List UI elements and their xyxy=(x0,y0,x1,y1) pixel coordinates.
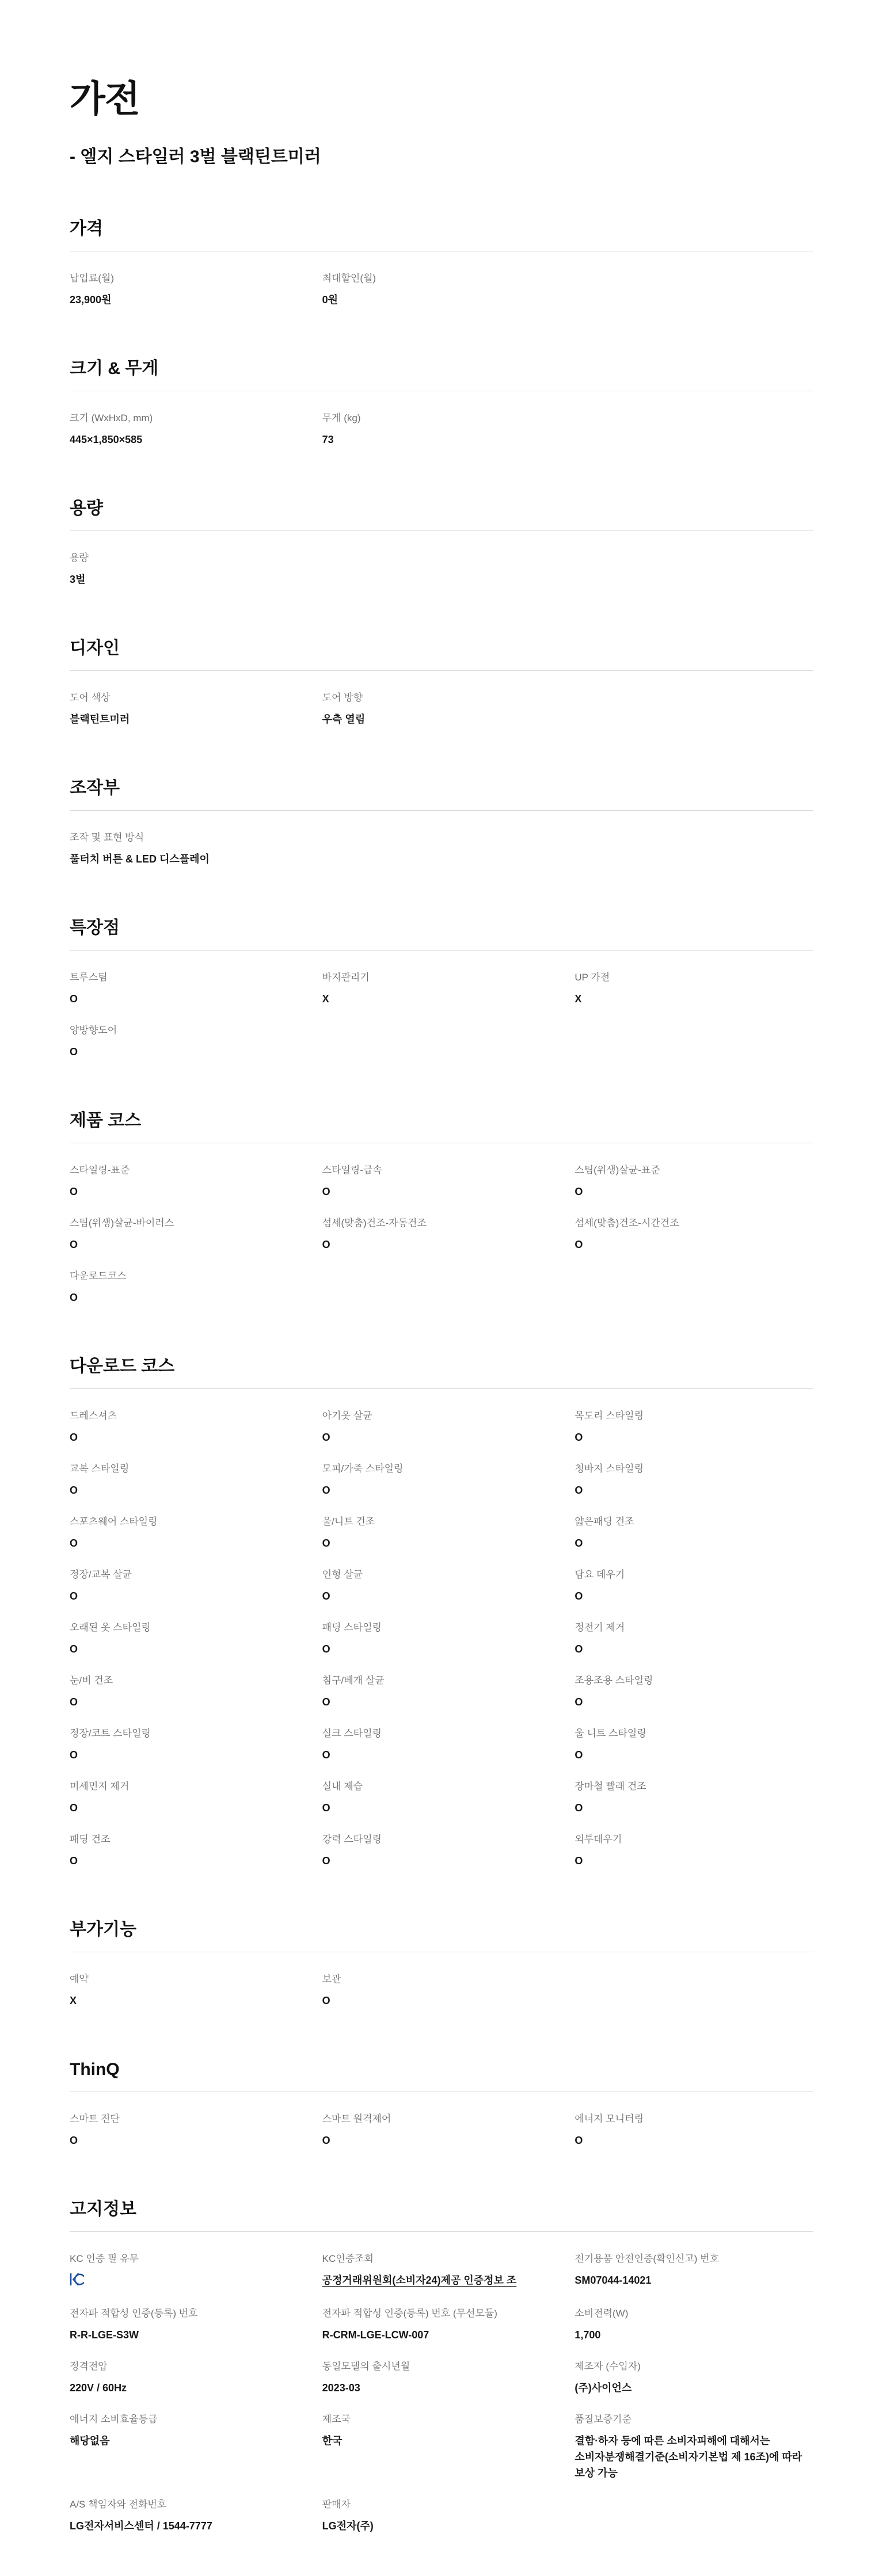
spec-value: 1,700 xyxy=(575,2329,601,2341)
spec-value: O xyxy=(575,1696,583,1708)
section-title-download-courses: 다운로드 코스 xyxy=(70,1356,175,1376)
spec-label: 동일모델의 출시년월 xyxy=(322,2360,410,2372)
spec-label: 강력 스타일링 xyxy=(322,1833,382,1845)
spec-label: 양방향도어 xyxy=(70,1024,117,1036)
spec-grid-features xyxy=(70,971,813,1060)
section-divider xyxy=(70,2231,813,2232)
spec-label: 전자파 적합성 인증(등록) 번호 xyxy=(70,2307,198,2319)
spec-label: 전자파 적합성 인증(등록) 번호 (무선모듈) xyxy=(322,2307,497,2319)
spec-label: 스타일링-급속 xyxy=(322,1164,382,1176)
section-title-product-courses: 제품 코스 xyxy=(70,1110,142,1130)
spec-item xyxy=(70,1216,309,1253)
spec-label: 정장/코트 스타일링 xyxy=(70,1727,151,1739)
spec-value: 0원 xyxy=(322,293,338,306)
spec-value: O xyxy=(322,1994,330,2006)
spec-item xyxy=(575,1515,813,1551)
spec-value: O xyxy=(575,1854,583,1867)
spec-label: 판매자 xyxy=(322,2498,351,2510)
spec-label: 조작 및 표현 방식 xyxy=(70,831,144,843)
spec-item xyxy=(322,1216,561,1253)
spec-label: A/S 책임자와 전화번호 xyxy=(70,2498,167,2510)
spec-item xyxy=(575,1674,813,1710)
kc-certification-icon xyxy=(70,2272,309,2290)
spec-item xyxy=(70,1780,309,1816)
spec-label: 스팀(위생)살균-바이러스 xyxy=(70,1217,174,1228)
spec-item xyxy=(322,1621,561,1657)
spec-item xyxy=(322,2112,561,2148)
spec-label: 인형 살균 xyxy=(322,1569,363,1580)
spec-value: LG전자(주) xyxy=(322,2520,374,2532)
spec-label: 울 니트 스타일링 xyxy=(575,1727,646,1739)
spec-label: 소비전력(W) xyxy=(575,2307,629,2319)
spec-value: O xyxy=(70,1749,78,1761)
spec-grid-price xyxy=(70,272,813,308)
spec-value: O xyxy=(70,993,78,1005)
spec-item xyxy=(575,2413,813,2481)
section-extra-functions xyxy=(70,1919,813,2009)
spec-value: O xyxy=(575,1537,583,1549)
spec-label: 다운로드코스 xyxy=(70,1270,127,1281)
spec-label: 도어 방향 xyxy=(322,692,363,703)
spec-item xyxy=(575,2112,813,2148)
section-title-size-weight: 크기 & 무게 xyxy=(70,358,159,378)
spec-label: 제조국 xyxy=(322,2413,351,2425)
spec-item xyxy=(575,2307,813,2343)
spec-grid-product-courses xyxy=(70,1163,813,1306)
section-size-weight xyxy=(70,358,813,448)
spec-item xyxy=(70,691,309,727)
spec-label: 미세먼지 제거 xyxy=(70,1780,130,1792)
spec-item xyxy=(322,1833,561,1869)
spec-value: O xyxy=(70,1431,78,1443)
spec-value: O xyxy=(70,1484,78,1496)
section-thinq xyxy=(70,2059,813,2148)
spec-value: O xyxy=(70,1185,78,1197)
spec-item xyxy=(70,1515,309,1551)
spec-value: O xyxy=(322,1484,330,1496)
spec-item xyxy=(70,1972,309,2009)
spec-grid-thinq xyxy=(70,2112,813,2148)
spec-label: 정장/교복 살균 xyxy=(70,1569,132,1580)
spec-item xyxy=(70,272,309,308)
spec-item xyxy=(575,1409,813,1445)
spec-item xyxy=(322,691,561,727)
spec-value: O xyxy=(575,1802,583,1814)
section-title-notice: 고지정보 xyxy=(70,2199,136,2219)
spec-item xyxy=(70,2252,309,2290)
section-divider xyxy=(70,950,813,951)
spec-value: 블랙틴트미러 xyxy=(70,713,130,725)
spec-item xyxy=(322,1972,561,2009)
spec-label: 에너지 모니터링 xyxy=(575,2113,644,2124)
spec-item xyxy=(70,1621,309,1657)
spec-value: O xyxy=(322,1749,330,1761)
spec-item xyxy=(322,971,561,1007)
spec-item xyxy=(575,1216,813,1253)
spec-item xyxy=(322,2307,561,2343)
spec-label: 최대할인(월) xyxy=(322,272,376,284)
spec-item xyxy=(575,1833,813,1869)
spec-value: 445×1,850×585 xyxy=(70,433,143,445)
section-title-controls: 조작부 xyxy=(70,778,120,797)
section-design xyxy=(70,638,813,727)
spec-label: 아기옷 살균 xyxy=(322,1410,372,1421)
spec-label: 트루스팀 xyxy=(70,971,108,983)
section-controls xyxy=(70,778,813,867)
spec-item xyxy=(575,1163,813,1200)
section-features xyxy=(70,918,813,1060)
spec-label: 오래된 옷 스타일링 xyxy=(70,1621,151,1633)
spec-item xyxy=(322,411,561,448)
spec-value: O xyxy=(70,1696,78,1708)
spec-label: 스마트 원격제어 xyxy=(322,2113,391,2124)
spec-label: 스마트 진단 xyxy=(70,2113,120,2124)
spec-item xyxy=(575,1780,813,1816)
spec-item xyxy=(70,971,309,1007)
section-product-courses xyxy=(70,1110,813,1306)
spec-label: 실크 스타일링 xyxy=(322,1727,382,1739)
spec-label: 정격전압 xyxy=(70,2360,108,2372)
spec-item xyxy=(70,411,309,448)
spec-label: 울/니트 건조 xyxy=(322,1516,375,1527)
spec-value: O xyxy=(322,1854,330,1867)
spec-value: O xyxy=(322,1537,330,1549)
spec-value: O xyxy=(575,1484,583,1496)
spec-value: SM07044-14021 xyxy=(575,2274,652,2286)
spec-item xyxy=(70,1269,309,1306)
spec-item xyxy=(575,1568,813,1604)
spec-value: O xyxy=(322,1185,330,1197)
spec-value: O xyxy=(70,1238,78,1250)
spec-value: O xyxy=(575,1185,583,1197)
spec-value: 73 xyxy=(322,433,334,445)
spec-item xyxy=(322,272,561,308)
spec-label: 용량 xyxy=(70,552,89,563)
section-title-thinq: ThinQ xyxy=(70,2059,120,2079)
spec-label: 교복 스타일링 xyxy=(70,1463,130,1474)
spec-item xyxy=(322,1568,561,1604)
spec-label: 스팀(위생)살균-표준 xyxy=(575,1164,660,1176)
spec-value: O xyxy=(575,1590,583,1602)
spec-value: O xyxy=(575,1643,583,1655)
section-title-capacity: 용량 xyxy=(70,498,103,518)
spec-item xyxy=(70,551,309,587)
spec-value: O xyxy=(322,1696,330,1708)
spec-item xyxy=(322,1409,561,1445)
spec-label: 전기용품 안전인증(확인신고) 번호 xyxy=(575,2253,720,2264)
spec-label: 조용조용 스타일링 xyxy=(575,1674,653,1686)
spec-value: (주)사이언스 xyxy=(575,2382,632,2394)
spec-label: 에너지 소비효율등급 xyxy=(70,2413,158,2425)
spec-value: LG전자서비스센터 / 1544-7777 xyxy=(70,2520,212,2532)
section-title-features: 특장점 xyxy=(70,918,120,937)
spec-value: O xyxy=(575,1238,583,1250)
spec-value: O xyxy=(70,1291,78,1303)
spec-grid-capacity xyxy=(70,551,813,587)
spec-value: X xyxy=(575,993,582,1005)
spec-item xyxy=(70,831,309,867)
spec-label: 크기 (WxHxD, mm) xyxy=(70,412,153,423)
spec-value: 우측 열림 xyxy=(322,713,366,725)
spec-label: 청바지 스타일링 xyxy=(575,1463,644,1474)
spec-item xyxy=(575,971,813,1007)
spec-item xyxy=(322,1727,561,1763)
spec-label: 예약 xyxy=(70,1973,89,1985)
spec-label: 패딩 건조 xyxy=(70,1833,111,1845)
spec-label: 담요 데우기 xyxy=(575,1569,625,1580)
spec-value: O xyxy=(322,1431,330,1443)
spec-label: KC 인증 필 유무 xyxy=(70,2253,139,2264)
spec-item xyxy=(70,2112,309,2148)
spec-item xyxy=(322,1163,561,1200)
spec-value: 23,900원 xyxy=(70,293,112,306)
spec-value: O xyxy=(322,1238,330,1250)
section-title-extra-functions: 부가기능 xyxy=(70,1919,136,1939)
spec-label: 납입료(월) xyxy=(70,272,115,284)
spec-item xyxy=(575,1727,813,1763)
spec-grid-controls xyxy=(70,831,813,867)
spec-item xyxy=(322,2498,561,2534)
spec-grid-download-courses xyxy=(70,1409,813,1869)
spec-value: 한국 xyxy=(322,2434,343,2447)
spec-grid-size-weight xyxy=(70,411,813,448)
spec-item xyxy=(322,1780,561,1816)
spec-label: 품질보증기준 xyxy=(575,2413,631,2425)
spec-value: O xyxy=(70,1854,78,1867)
spec-value: 해당없음 xyxy=(70,2434,110,2447)
spec-label: 실내 제습 xyxy=(322,1780,363,1792)
spec-label: 눈/비 건조 xyxy=(70,1674,113,1686)
spec-value: O xyxy=(70,1643,78,1655)
spec-item xyxy=(322,2360,561,2396)
spec-value: O xyxy=(70,2134,78,2146)
spec-value: O xyxy=(70,1537,78,1549)
spec-value: O xyxy=(70,1590,78,1602)
spec-item xyxy=(322,2252,561,2290)
spec-grid-extra-functions xyxy=(70,1972,813,2009)
spec-item xyxy=(70,1674,309,1710)
spec-item xyxy=(70,2413,309,2481)
section-divider xyxy=(70,670,813,671)
spec-label: 스타일링-표준 xyxy=(70,1164,130,1176)
spec-item xyxy=(70,1163,309,1200)
spec-label: 도어 색상 xyxy=(70,692,111,703)
spec-value: O xyxy=(70,1802,78,1814)
spec-label: 제조자 (수입자) xyxy=(575,2360,641,2372)
spec-item xyxy=(575,2252,813,2290)
spec-value: 220V / 60Hz xyxy=(70,2382,127,2394)
spec-value: 풀터치 버튼 & LED 디스플레이 xyxy=(70,853,210,865)
section-capacity xyxy=(70,498,813,587)
spec-item xyxy=(70,2307,309,2343)
page-subtitle: - 엘지 스타일러 3벌 블랙틴트미러 xyxy=(70,147,321,166)
spec-value: X xyxy=(70,1994,77,2006)
spec-label: 패딩 스타일링 xyxy=(322,1621,382,1633)
spec-grid-notice xyxy=(70,2252,813,2534)
spec-label: 보관 xyxy=(322,1973,341,1985)
section-divider xyxy=(70,1388,813,1389)
spec-value: O xyxy=(575,2134,583,2146)
spec-label: 목도리 스타일링 xyxy=(575,1410,644,1421)
spec-label: 침구/베개 살균 xyxy=(322,1674,385,1686)
section-title-design: 디자인 xyxy=(70,638,120,658)
spec-item xyxy=(322,2413,561,2481)
spec-item xyxy=(70,1024,309,1060)
spec-label: 정전기 제거 xyxy=(575,1621,625,1633)
spec-item xyxy=(70,2360,309,2396)
spec-label: 스포츠웨어 스타일링 xyxy=(70,1516,158,1527)
spec-item xyxy=(322,1674,561,1710)
spec-label: 장마철 빨래 건조 xyxy=(575,1780,646,1792)
page-header xyxy=(70,78,813,168)
spec-label: 얇은패딩 건조 xyxy=(575,1516,634,1527)
spec-grid-design xyxy=(70,691,813,727)
spec-label: 섬세(맞춤)건조-시간건조 xyxy=(575,1217,679,1228)
spec-value: O xyxy=(70,1045,78,1058)
spec-value: R-CRM-LGE-LCW-007 xyxy=(322,2329,429,2341)
spec-item xyxy=(322,1462,561,1498)
spec-value: 3벌 xyxy=(70,573,86,585)
spec-label: 무게 (kg) xyxy=(322,412,361,423)
spec-value: 2023-03 xyxy=(322,2382,360,2394)
spec-label: 섬세(맞춤)건조-자동건조 xyxy=(322,1217,427,1228)
spec-item xyxy=(70,1409,309,1445)
spec-value: O xyxy=(575,1431,583,1443)
kc-certification-link[interactable]: 공정거래위원회(소비자24)제공 인증정보 조 xyxy=(322,2274,517,2286)
spec-value: O xyxy=(322,1802,330,1814)
spec-item xyxy=(70,1833,309,1869)
spec-label: 외투데우기 xyxy=(575,1833,622,1845)
spec-item xyxy=(575,1621,813,1657)
spec-item xyxy=(70,1727,309,1763)
spec-item xyxy=(575,2360,813,2396)
spec-label: KC인증조회 xyxy=(322,2253,374,2264)
section-divider xyxy=(70,810,813,811)
spec-item xyxy=(322,1515,561,1551)
section-title-price: 가격 xyxy=(70,219,103,238)
spec-value: O xyxy=(322,1643,330,1655)
spec-value: O xyxy=(322,2134,330,2146)
section-download-courses xyxy=(70,1356,813,1869)
spec-label: UP 가전 xyxy=(575,971,610,983)
spec-sections xyxy=(70,219,813,2534)
spec-value: O xyxy=(322,1590,330,1602)
section-notice xyxy=(70,2199,813,2534)
spec-value: X xyxy=(322,993,329,1005)
spec-label: 드레스셔츠 xyxy=(70,1410,117,1421)
spec-value: R-R-LGE-S3W xyxy=(70,2329,139,2341)
spec-item xyxy=(70,1568,309,1604)
spec-item xyxy=(70,1462,309,1498)
spec-item xyxy=(70,2498,309,2534)
spec-label: 바지관리기 xyxy=(322,971,370,983)
section-price xyxy=(70,219,813,308)
spec-value: 결함·하자 등에 따른 소비자피해에 대해서는 소비자분쟁해결기준(소비자기본법 제 16조)에 따라 보상 가능 xyxy=(575,2434,802,2479)
spec-value: O xyxy=(575,1749,583,1761)
page-title: 가전 xyxy=(70,78,140,120)
spec-item xyxy=(575,1462,813,1498)
spec-label: 모피/가죽 스타일링 xyxy=(322,1463,404,1474)
